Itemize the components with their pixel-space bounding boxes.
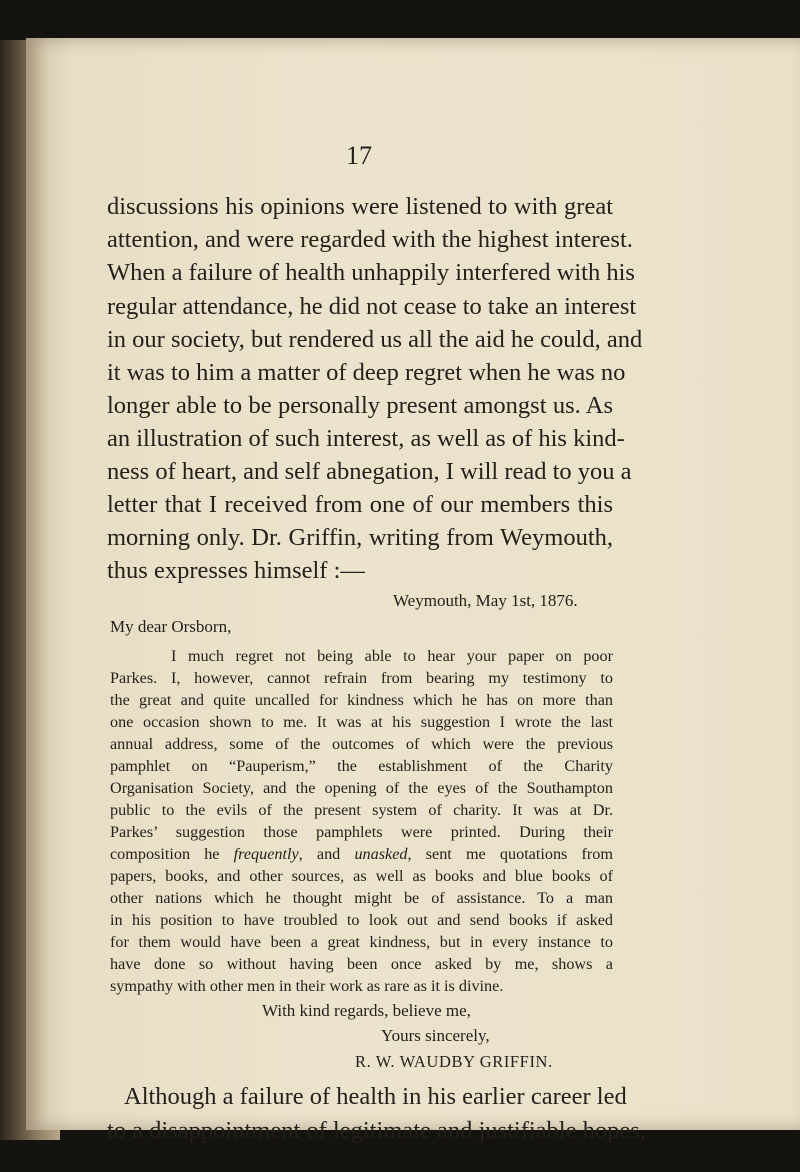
letter-line: papers, books, and other sources, as well as books and blue books of <box>110 867 613 885</box>
letter-line: sympathy with other men in their work as rare as it is divine. <box>110 977 504 995</box>
letter-text: composition he <box>110 845 234 863</box>
letter-emphasis: frequently <box>233 845 299 863</box>
body-line: ness of heart, and self abnegation, I will read to you a <box>107 458 632 485</box>
letter-text: , and <box>298 845 355 863</box>
letter-line: Parkes’ suggestion those pamphlets were printed. During their <box>110 823 613 841</box>
letter-dateline: Weymouth, May 1st, 1876. <box>393 591 578 610</box>
body-line: longer able to be personally present amongst us. As <box>107 392 613 419</box>
letter-line: public to the evils of the present system of charity. It was at Dr. <box>110 801 613 819</box>
letter-signature: R. W. WAUDBY GRIFFIN. <box>355 1052 553 1071</box>
body-line: an illustration of such interest, as well as of his kind- <box>107 425 625 452</box>
letter-line <box>110 843 613 865</box>
letter-emphasis: unasked <box>354 845 408 863</box>
body-line: it was to him a matter of deep regret when he was no <box>107 359 626 386</box>
letter-line: other nations which he thought might be of assistance. To a man <box>110 889 613 907</box>
body-line: in our society, but rendered us all the aid he could, and <box>107 326 643 353</box>
letter-salutation: My dear Orsborn, <box>110 617 232 636</box>
body-line: to a disappointment of legitimate and justifiable hopes, <box>107 1117 646 1144</box>
body-line: Although a failure of health in his earlier career led <box>124 1083 627 1110</box>
page-number: 17 <box>346 141 372 170</box>
letter-closing: Yours sincerely, <box>381 1026 490 1045</box>
letter-text: , sent me quotations from <box>407 845 613 863</box>
letter-line: for them would have been a great kindness, but in every instance to <box>110 933 613 951</box>
body-line: thus expresses himself :— <box>107 557 365 584</box>
letter-line: the great and quite uncalled for kindness which he has on more than <box>110 691 613 709</box>
body-line: letter that I received from one of our members this <box>107 491 613 518</box>
letter-line: Parkes. I, however, cannot refrain from bearing my testimony to <box>110 669 613 687</box>
letter-line: have done so without having been once asked by me, shows a <box>110 955 613 973</box>
body-line: morning only. Dr. Griffin, writing from Weymouth, <box>107 524 613 551</box>
letter-line: pamphlet on “Pauperism,” the establishment of the Charity <box>110 757 613 775</box>
letter-closing: With kind regards, believe me, <box>262 1001 471 1020</box>
body-line: discussions his opinions were listened to with great <box>107 193 613 220</box>
body-line: When a failure of health unhappily interfered with his <box>107 259 635 286</box>
letter-line: Organisation Society, and the opening of the eyes of the Southampton <box>110 779 613 797</box>
letter-line: annual address, some of the outcomes of which were the previous <box>110 735 613 753</box>
letter-line: one occasion shown to me. It was at his suggestion I wrote the last <box>110 713 613 731</box>
letter-line: I much regret not being able to hear your paper on poor <box>171 647 613 665</box>
letter-line: in his position to have troubled to look out and send books if asked <box>110 911 613 929</box>
body-line: regular attendance, he did not cease to take an interest <box>107 293 637 320</box>
body-line: attention, and were regarded with the highest interest. <box>107 226 633 253</box>
